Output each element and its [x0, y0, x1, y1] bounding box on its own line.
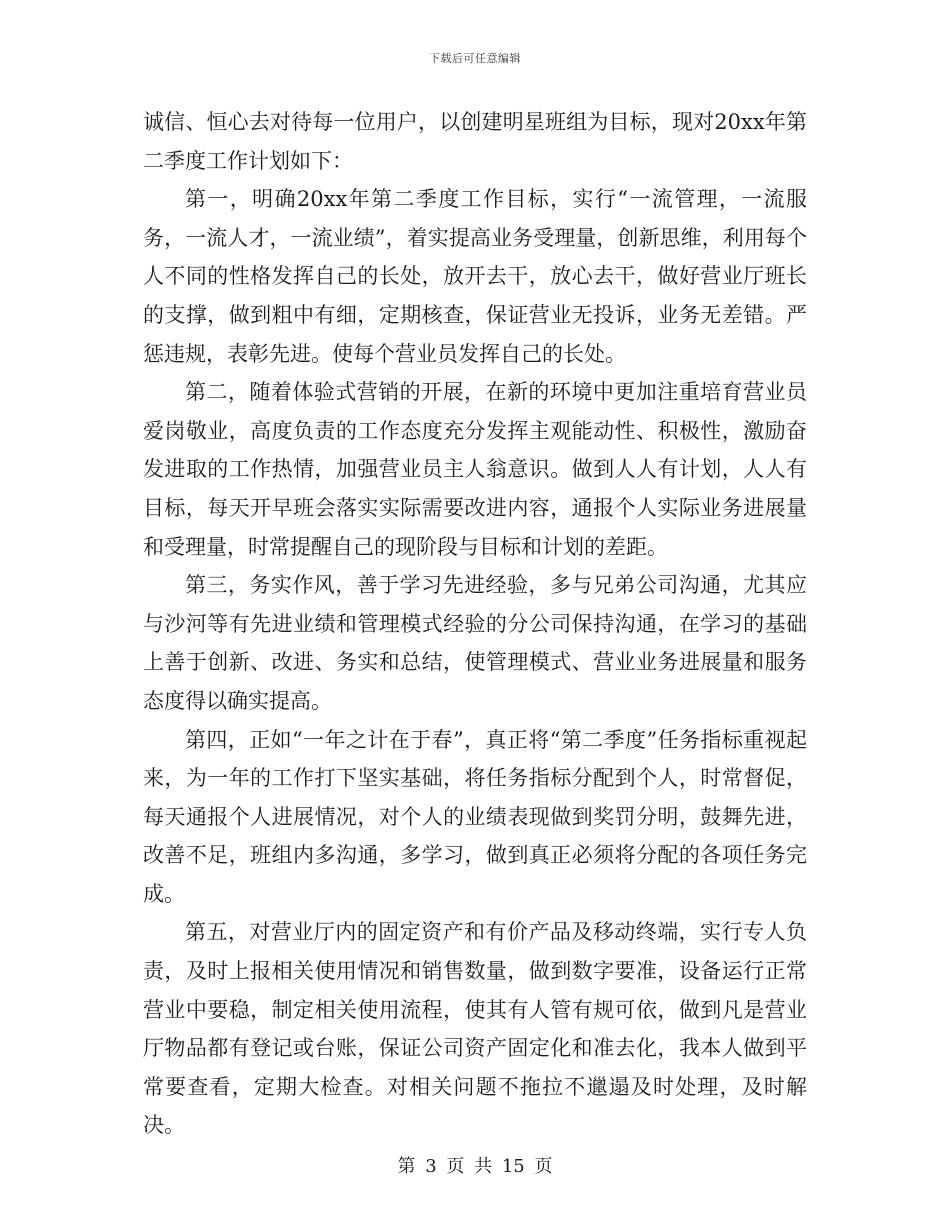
page-header: 下载后可任意编辑 — [429, 52, 521, 65]
paragraph-item-5: 第五，对营业厅内的固定资产和有价产品及移动终端，实行专人负责，及时上报相关使用情况和销售数量，做到数字要准，设备运行正常营业中要稳，制定相关使用流程，使其有人管有规可依，做到凡是营业厅物品都有登记或台账，保证公司资产固定化和准去化，我本人做到平常要查看，定期大检查。对相关问题不拖拉不邋遢及时处理，及时解决。 — [143, 920, 807, 1138]
paragraph-intro-continuation: 诚信、恒心去对待每一位用户，以创建明星班组为目标，现对20xx年第二季度工作计划如下： — [143, 110, 807, 173]
document-body — [143, 103, 807, 1145]
paragraph-item-3: 第三，务实作风，善于学习先进经验，多与兄弟公司沟通，尤其应与沙河等有先进业绩和管理模式经验的分公司保持沟通，在学习的基础上善于创新、改进、务实和总结，使管理模式、营业业务进展量和服务态度得以确实提高。 — [143, 573, 807, 713]
page-number-footer: 第 3 页 共 15 页 — [397, 1156, 553, 1177]
paragraph-item-2: 第二，随着体验式营销的开展，在新的环境中更加注重培育营业员爱岗敬业，高度负责的工作态度充分发挥主观能动性、积极性，激励奋发进取的工作热情，加强营业员主人翁意识。做到人人有计划，人人有目标，每天开早班会落实实际需要改进内容，通报个人实际业务进展量和受理量，时常提醒自己的现阶段与目标和计划的差距。 — [143, 380, 807, 559]
paragraph-item-1: 第一，明确20xx年第二季度工作目标，实行“一流管理，一流服务，一流人才，一流业绩”，着实提高业务受理量，创新思维，利用每个人不同的性格发挥自己的长处，放开去干，放心去干，做好营业厅班长的支撑，做到粗中有细，定期核查，保证营业无投诉，业务无差错。严惩违规，表彰先进。使每个营业员发挥自己的长处。 — [143, 187, 807, 366]
paragraph-item-4: 第四，正如“一年之计在于春”，真正将“第二季度”任务指标重视起来，为一年的工作打下坚实基础，将任务指标分配到个人，时常督促，每天通报个人进展情况，对个人的业绩表现做到奖罚分明，鼓舞先进，改善不足，班组内多沟通，多学习，做到真正必须将分配的各项任务完成。 — [143, 727, 807, 906]
